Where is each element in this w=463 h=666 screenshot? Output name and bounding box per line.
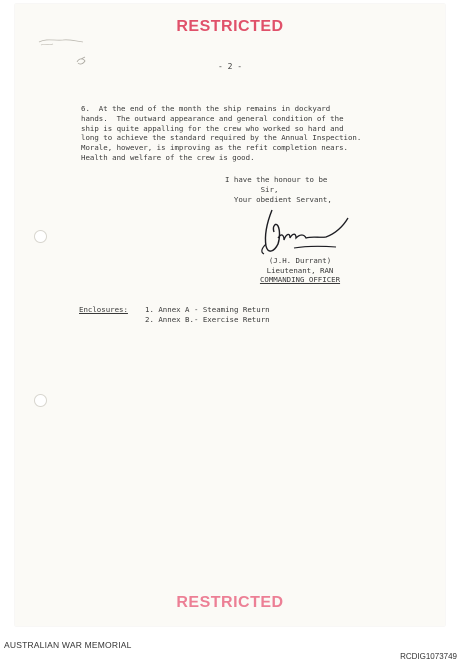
signatory-rank: Lieutenant, RAN [266,265,334,275]
punch-hole [34,230,47,243]
closing-salutation [225,175,375,205]
closing-line: Sir, [225,185,279,194]
signatory-title: COMMANDING OFFICER [259,275,341,285]
enclosure-item: 1. Annex A - Steaming Return [145,305,270,314]
report-paragraph [81,104,411,163]
paragraph-line: 6. At the end of the month the ship remains in dockyard [81,104,331,113]
signature-block [225,256,375,285]
document-page [15,4,445,626]
restricted-stamp-top: RESTRICTED [176,18,284,35]
handwritten-signature [250,204,355,262]
institution-label: AUSTRALIAN WAR MEMORIAL [4,640,132,650]
enclosures-list [145,305,270,324]
enclosures-label: Enclosures: [79,305,128,314]
paragraph-line: Morale, however, is improving as the refit completion nears. [81,143,348,153]
paragraph-line: hands. The outward appearance and general condition of the [81,113,344,123]
signatory-name: (J.H. Durrant) [268,256,332,265]
closing-line: Your obedient Servant, [225,195,332,204]
punch-hole [34,394,47,407]
closing-line: I have the honour to be [225,175,328,184]
reference-code: RCDIG1073749 [400,652,457,661]
paragraph-line: ship is quite appalling for the crew who worked so hard and [81,123,344,133]
archive-footer [0,630,463,666]
restricted-stamp-bottom: RESTRICTED [176,594,284,611]
enclosure-item: 2. Annex B.- Exercise Return [145,314,270,324]
paragraph-line: long to achieve the standard required by the Annual Inspection. [81,133,362,143]
page-number: - 2 - [217,62,243,71]
paragraph-line: Health and welfare of the crew is good. [81,152,255,162]
